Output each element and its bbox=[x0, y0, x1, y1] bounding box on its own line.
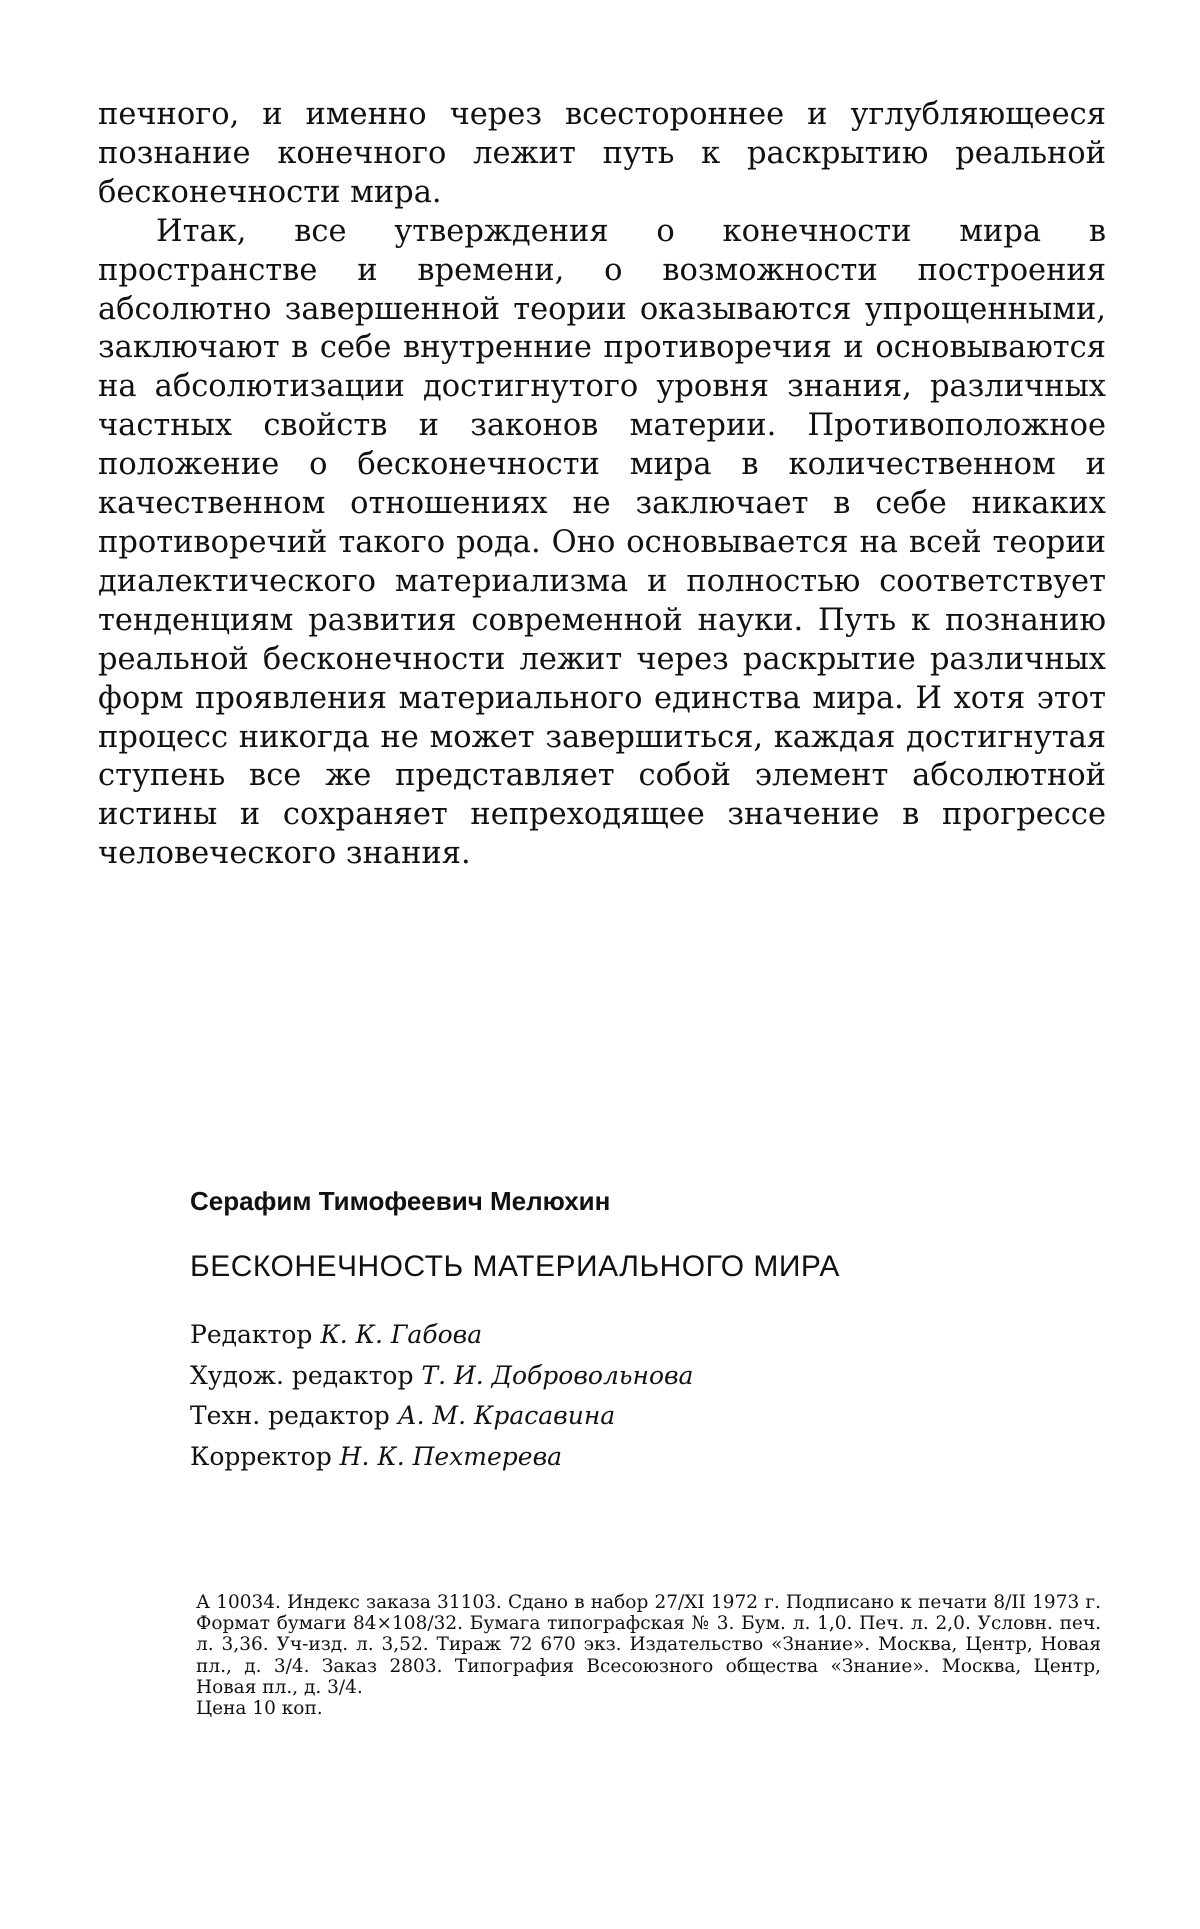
staff-line bbox=[190, 1437, 693, 1478]
staff-name: А. М. Красавина bbox=[397, 1401, 616, 1430]
staff-role: Корректор bbox=[190, 1441, 332, 1471]
staff-line bbox=[190, 1356, 693, 1397]
author-name: Серафим Тимофеевич Мелюхин bbox=[190, 1186, 611, 1216]
staff-name: Н. К. Пехтерева bbox=[339, 1441, 563, 1471]
imprint-text: А 10034. Индекс заказа 31103. Сдано в набор 27/XI 1972 г. Подписано к печати 8/II 1973 г. Формат бумаги 84×108/32. Бумага типографская № 3. Бум. л. 1,0. Печ. л. 2,0. Условн. печ. л. 3,36. Уч-изд. л. 3,52. Тираж 72 670 экз. Издательство «Знание». Москва, Центр, Новая пл., д. 3/4. Заказ 2803. Типография Всесоюзного общества «Знание». Москва, Центр, Новая пл., д. 3/4. bbox=[196, 1592, 1101, 1698]
staff-role: Редактор bbox=[190, 1320, 313, 1349]
price: Цена 10 коп. bbox=[196, 1698, 323, 1720]
paragraph: Итак, все утверждения о конечности мира в пространстве и времени, о возможности построения абсолютно завершенной теории оказываются упрощенными, заключают в себе внутренние противоречия и основываются на абсолютизации достигнутого уровня знания, различных частных свойств и законов материи. Противоположное положение о бесконечности мира в количественном и качественном отношениях не заключает в себе никаких противоречий такого рода. Оно основывается на всей теории диалектического материализма и полностью соответствует тенденциям развития современной науки. Путь к познанию реальной бесконечности лежит через раскрытие различных форм проявления материального единства мира. И хотя этот процесс никогда не может завершиться, каждая достигнутая ступень все же представляет собой элемент абсолютной истины и сохраняет непреходящее значение в прогрессе человеческого знания. bbox=[98, 213, 1106, 872]
body-text bbox=[98, 96, 1106, 874]
staff-line bbox=[190, 1396, 693, 1437]
staff-role: Техн. редактор bbox=[190, 1401, 390, 1430]
staff-line bbox=[190, 1315, 693, 1356]
paragraph: печного, и именно через всестороннее и углубляющееся познание конечного лежит путь к раскрытию реальной бесконечности мира. bbox=[98, 97, 1106, 210]
staff-name: Т. И. Добровольнова bbox=[421, 1360, 694, 1390]
book-title: БЕСКОНЕЧНОСТЬ МАТЕРИАЛЬНОГО МИРА bbox=[190, 1250, 840, 1283]
staff-list bbox=[190, 1315, 693, 1477]
staff-name: К. К. Габова bbox=[320, 1320, 483, 1349]
imprint bbox=[196, 1592, 1101, 1719]
staff-role: Худож. редактор bbox=[190, 1360, 414, 1390]
